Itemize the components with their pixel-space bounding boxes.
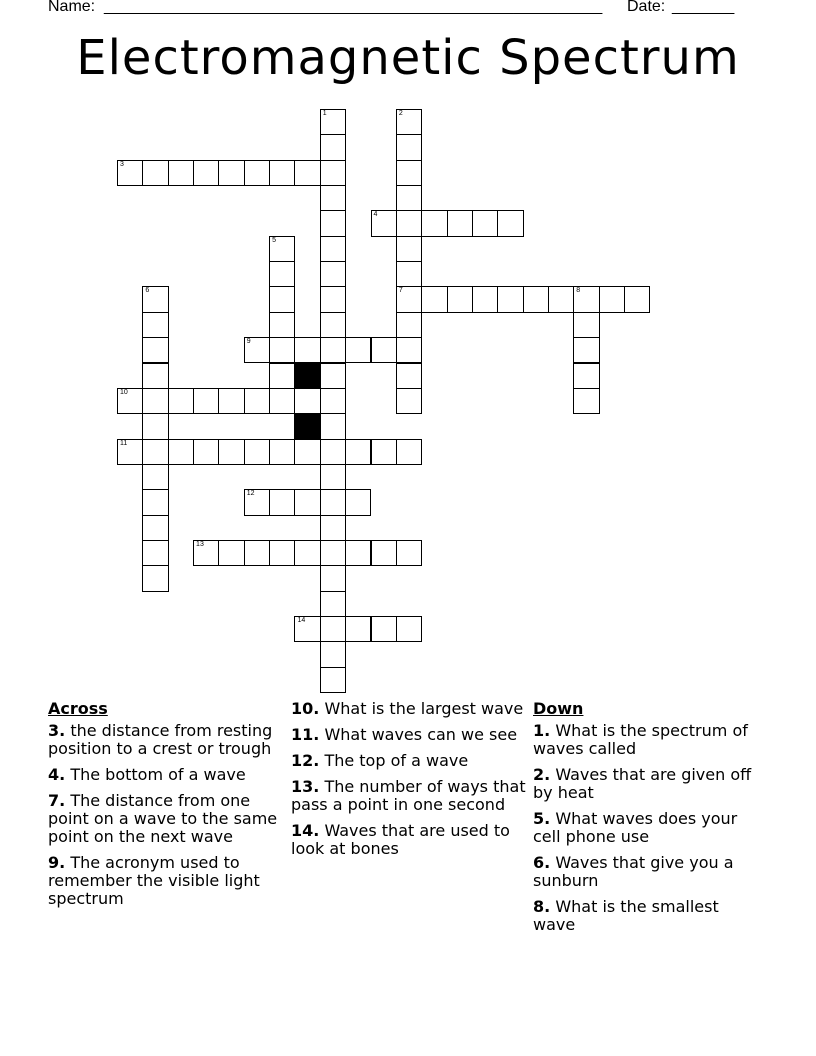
crossword-cell[interactable] <box>269 363 295 389</box>
crossword-cell[interactable] <box>320 236 346 262</box>
crossword-cell[interactable] <box>269 439 295 465</box>
clue-number: 2. <box>533 765 551 784</box>
crossword-cell[interactable] <box>320 185 346 211</box>
crossword-cell[interactable] <box>244 337 270 363</box>
crossword-cell[interactable] <box>320 337 346 363</box>
crossword-cell[interactable] <box>193 160 219 186</box>
cell-number: 8 <box>576 287 581 295</box>
clue-number: 9. <box>48 853 66 872</box>
crossword-cell[interactable] <box>421 286 447 312</box>
crossword-cell[interactable] <box>320 667 346 693</box>
crossword-cell[interactable] <box>396 185 422 211</box>
crossword-cell[interactable] <box>269 160 295 186</box>
crossword-cell[interactable] <box>117 439 143 465</box>
crossword-cell[interactable] <box>193 439 219 465</box>
crossword-cell[interactable] <box>396 236 422 262</box>
crossword-cell[interactable] <box>396 312 422 338</box>
crossword-cell[interactable] <box>244 489 270 515</box>
crossword-cell[interactable] <box>244 439 270 465</box>
down-heading: Down <box>533 699 584 718</box>
crossword-cell[interactable] <box>573 337 599 363</box>
crossword-cell[interactable] <box>142 464 168 490</box>
cell-number: 1 <box>322 110 327 117</box>
crossword-cell[interactable] <box>294 439 320 465</box>
clue-number: 8. <box>533 897 551 916</box>
cell-number: 13 <box>196 540 204 548</box>
crossword-cell[interactable] <box>396 363 422 389</box>
clue-number: 5. <box>533 809 551 828</box>
crossword-cell[interactable] <box>320 134 346 160</box>
crossword-cell[interactable] <box>294 616 320 642</box>
cell-number: 10 <box>120 388 128 396</box>
cell-number: 14 <box>297 617 306 624</box>
crossword-cell[interactable] <box>117 388 143 414</box>
crossword-cell[interactable] <box>320 616 346 642</box>
crossword-cell[interactable] <box>269 236 295 262</box>
crossword-cell[interactable] <box>142 286 168 312</box>
clue <box>48 766 284 784</box>
crossword-cell[interactable] <box>472 286 498 312</box>
crossword-cell[interactable] <box>396 261 422 287</box>
crossword-cell[interactable] <box>320 641 346 667</box>
crossword-cell[interactable] <box>371 439 397 465</box>
clue-number: 6. <box>533 853 551 872</box>
crossword-cell[interactable] <box>269 312 295 338</box>
cell-number: 5 <box>272 236 276 244</box>
crossword-cell[interactable] <box>396 388 422 414</box>
clue-number: 12. <box>291 751 320 770</box>
crossword-cell[interactable] <box>345 489 371 515</box>
clue-text: What waves can we see <box>324 725 518 744</box>
across-clues-column-2 <box>291 700 527 866</box>
clue <box>291 752 527 770</box>
crossword-cell[interactable] <box>244 160 270 186</box>
clue <box>533 854 763 890</box>
crossword-cell[interactable] <box>142 337 168 363</box>
crossword-cell[interactable] <box>573 363 599 389</box>
crossword-cell[interactable] <box>371 540 397 566</box>
crossword-cell[interactable] <box>142 489 168 515</box>
crossword-cell[interactable] <box>624 286 650 312</box>
crossword-cell[interactable] <box>294 160 320 186</box>
crossword-cell[interactable] <box>320 160 346 186</box>
crossword-cell[interactable] <box>269 286 295 312</box>
crossword-cell[interactable] <box>294 337 320 363</box>
clue-number: 10. <box>291 699 320 718</box>
crossword-cell[interactable] <box>142 540 168 566</box>
crossword-cell[interactable] <box>396 210 422 236</box>
date-field[interactable]: _______ <box>672 0 735 15</box>
crossword-cell[interactable] <box>193 540 219 566</box>
date-label: Date: <box>627 0 666 15</box>
crossword-cell[interactable] <box>244 388 270 414</box>
clue-text: Waves that are given off by heat <box>533 765 752 802</box>
crossword-cell[interactable] <box>168 439 194 465</box>
crossword-cell[interactable] <box>193 388 219 414</box>
crossword-cell[interactable] <box>117 160 143 186</box>
name-label: Name: <box>48 0 96 15</box>
crossword-cell[interactable] <box>573 286 599 312</box>
crossword-cell[interactable] <box>320 515 346 541</box>
clue-text: What is the spectrum of waves called <box>533 721 748 758</box>
crossword-cell[interactable] <box>497 286 523 312</box>
crossword-cell[interactable] <box>320 591 346 617</box>
crossword-cell[interactable] <box>269 337 295 363</box>
name-field[interactable]: ________________________________________________________ <box>104 0 603 15</box>
crossword-cell[interactable] <box>320 210 346 236</box>
crossword-cell[interactable] <box>320 363 346 389</box>
clue <box>291 778 527 814</box>
crossword-cell[interactable] <box>320 565 346 591</box>
crossword-cell[interactable] <box>320 261 346 287</box>
clue-text: What is the largest wave <box>324 699 524 718</box>
crossword-cell[interactable] <box>320 286 346 312</box>
crossword-cell[interactable] <box>573 388 599 414</box>
black-cell <box>294 363 320 389</box>
crossword-cell[interactable] <box>142 363 168 389</box>
black-cell <box>294 413 320 439</box>
crossword-cell[interactable] <box>142 312 168 338</box>
crossword-cell[interactable] <box>548 286 574 312</box>
crossword-cell[interactable] <box>269 261 295 287</box>
crossword-cell[interactable] <box>396 160 422 186</box>
clue-text: The acronym used to remember the visible light spectrum <box>48 853 260 908</box>
clue <box>291 700 527 718</box>
clue-number: 3. <box>48 721 66 740</box>
clue-number: 1. <box>533 721 551 740</box>
crossword-cell[interactable] <box>396 616 422 642</box>
clue-text: The number of ways that pass a point in one second <box>291 777 526 814</box>
clue-text: the distance from resting position to a crest or trough <box>48 721 273 758</box>
crossword-cell[interactable] <box>294 388 320 414</box>
crossword-cell[interactable] <box>244 540 270 566</box>
crossword-cell[interactable] <box>371 616 397 642</box>
clue <box>533 766 763 802</box>
crossword-cell[interactable] <box>142 413 168 439</box>
clue <box>291 822 527 858</box>
cell-number: 11 <box>120 439 128 447</box>
crossword-cell[interactable] <box>294 489 320 515</box>
crossword-cell[interactable] <box>320 464 346 490</box>
across-heading: Across <box>48 699 108 718</box>
crossword-cell[interactable] <box>396 134 422 160</box>
crossword-cell[interactable] <box>320 540 346 566</box>
clue-text: The top of a wave <box>324 751 469 770</box>
crossword-cell[interactable] <box>472 210 498 236</box>
crossword-cell[interactable] <box>345 439 371 465</box>
crossword-cell[interactable] <box>447 286 473 312</box>
crossword-cell[interactable] <box>294 540 320 566</box>
crossword-cell[interactable] <box>142 515 168 541</box>
crossword-cell[interactable] <box>396 439 422 465</box>
crossword-cell[interactable] <box>345 540 371 566</box>
crossword-cell[interactable] <box>523 286 549 312</box>
crossword-cell[interactable] <box>218 439 244 465</box>
clue-text: What is the smallest wave <box>533 897 719 934</box>
crossword-cell[interactable] <box>599 286 625 312</box>
crossword-cell[interactable] <box>573 312 599 338</box>
page-title: Electromagnetic Spectrum <box>76 30 740 86</box>
crossword-cell[interactable] <box>320 109 346 135</box>
crossword-cell[interactable] <box>142 388 168 414</box>
crossword-cell[interactable] <box>168 160 194 186</box>
crossword-cell[interactable] <box>142 439 168 465</box>
cell-number: 12 <box>246 490 255 498</box>
down-clues-column <box>533 700 763 942</box>
clue <box>48 792 284 846</box>
crossword-cell[interactable] <box>396 286 422 312</box>
crossword-cell[interactable] <box>168 388 194 414</box>
crossword-cell[interactable] <box>218 388 244 414</box>
clue <box>533 722 763 758</box>
crossword-cell[interactable] <box>497 210 523 236</box>
crossword-cell[interactable] <box>371 337 397 363</box>
crossword-cell[interactable] <box>396 540 422 566</box>
clue <box>291 726 527 744</box>
crossword-cell[interactable] <box>142 565 168 591</box>
crossword-cell[interactable] <box>218 160 244 186</box>
clue <box>48 722 284 758</box>
crossword-cell[interactable] <box>345 337 371 363</box>
crossword-cell[interactable] <box>320 439 346 465</box>
clue-text: Waves that are used to look at bones <box>291 821 510 858</box>
crossword-cell[interactable] <box>396 337 422 363</box>
crossword-cell[interactable] <box>320 388 346 414</box>
crossword-cell[interactable] <box>218 540 244 566</box>
crossword-cell[interactable] <box>371 210 397 236</box>
clue-text: The bottom of a wave <box>70 765 246 784</box>
clue-text: Waves that give you a sunburn <box>533 853 734 890</box>
crossword-cell[interactable] <box>142 160 168 186</box>
clue <box>48 854 284 908</box>
clue-number: 13. <box>291 777 320 796</box>
crossword-cell[interactable] <box>269 388 295 414</box>
clue <box>533 898 763 934</box>
cell-number: 9 <box>246 338 251 346</box>
cell-number: 4 <box>373 211 378 219</box>
clue-number: 4. <box>48 765 66 784</box>
cell-number: 7 <box>398 287 403 295</box>
clue-number: 7. <box>48 791 66 810</box>
cell-number: 3 <box>120 160 124 168</box>
clue-text: What waves does your cell phone use <box>533 809 738 846</box>
across-clues-column-1 <box>48 700 284 916</box>
clue-number: 14. <box>291 821 320 840</box>
crossword-cell[interactable] <box>345 616 371 642</box>
crossword-cell[interactable] <box>320 413 346 439</box>
crossword-cell[interactable] <box>269 489 295 515</box>
crossword-cell[interactable] <box>396 109 422 135</box>
cell-number: 2 <box>398 110 403 117</box>
crossword-cell[interactable] <box>269 540 295 566</box>
cell-number: 6 <box>145 287 150 295</box>
crossword-cell[interactable] <box>421 210 447 236</box>
crossword-cell[interactable] <box>447 210 473 236</box>
clue <box>533 810 763 846</box>
crossword-cell[interactable] <box>320 312 346 338</box>
crossword-cell[interactable] <box>320 489 346 515</box>
clue-text: The distance from one point on a wave to the same point on the next wave <box>48 791 278 846</box>
clue-number: 11. <box>291 725 320 744</box>
